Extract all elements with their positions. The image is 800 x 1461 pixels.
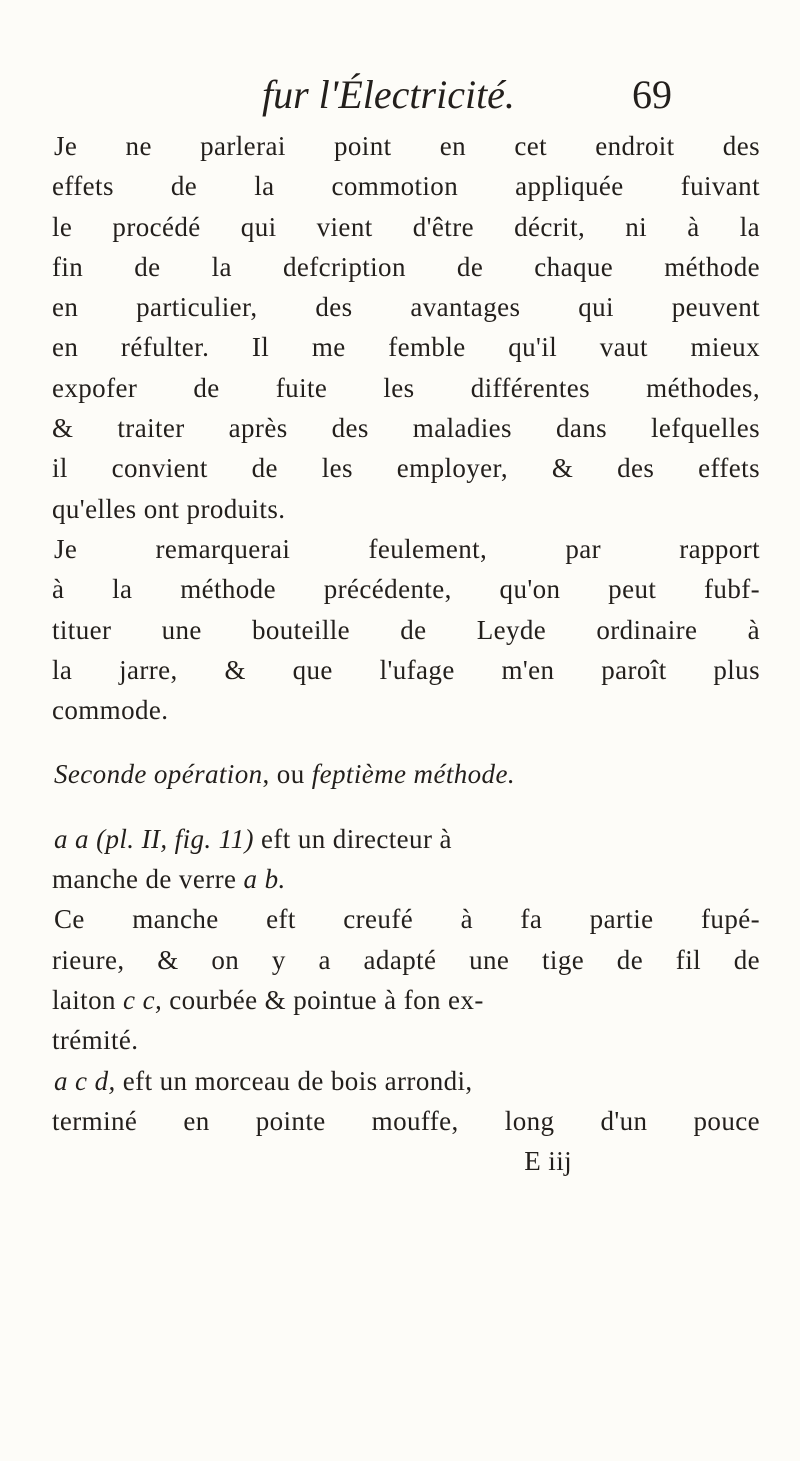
paragraph-5 xyxy=(52,1061,760,1142)
paragraph-4 xyxy=(52,899,760,1060)
text-line: le procédé qui vient d'être décrit, ni à la xyxy=(52,211,760,242)
text-line: en particulier, des avantages qui peuvent xyxy=(52,292,760,323)
text-line: rieure, & on y a adapté une tige de fil de xyxy=(52,944,760,975)
text-segment: eft un directeur à xyxy=(253,823,452,854)
text-segment: manche de verre xyxy=(52,864,244,895)
body-text xyxy=(52,126,760,1181)
text-line xyxy=(52,859,760,899)
text-line: effets de la commotion appliquée fuivant xyxy=(52,171,760,202)
figure-reference: c c, xyxy=(123,984,163,1015)
figure-reference: a c d, xyxy=(54,1065,116,1096)
text-line: fin de la defcription de chaque méthode xyxy=(52,251,760,282)
text-segment: laiton xyxy=(52,984,124,1015)
text-line: la jarre, & que l'ufage m'en paroît plus xyxy=(52,654,760,685)
figure-reference: a b. xyxy=(243,864,286,895)
text-line: trémité. xyxy=(52,1025,139,1056)
spacer xyxy=(52,730,760,754)
figure-reference: a a (pl. II, fig. 11) xyxy=(54,823,254,854)
text-line: Je ne parlerai point en cet endroit des xyxy=(54,131,760,161)
signature-mark: E iij xyxy=(524,1146,572,1177)
text-line: tituer une bouteille de Leyde ordinaire à xyxy=(52,614,760,645)
text-line: à la méthode précédente, qu'on peut fubf- xyxy=(52,574,760,605)
text-segment: eft un morceau de bois arrondi, xyxy=(115,1065,473,1096)
paragraph-3 xyxy=(52,819,760,900)
spacer xyxy=(52,795,760,819)
section-heading-part-1: Seconde opération xyxy=(54,759,263,790)
text-line: qu'elles ont produits. xyxy=(52,493,286,524)
text-line: il convient de les employer, & des effets xyxy=(52,453,760,484)
page-number: 69 xyxy=(632,72,672,117)
section-heading-separator: , ou xyxy=(262,759,312,790)
running-head xyxy=(262,60,672,130)
running-title: fur l'Électricité. xyxy=(262,72,515,117)
text-line xyxy=(52,1061,760,1101)
text-line: commode. xyxy=(52,695,169,726)
text-line: en réfulter. Il me femble qu'il vaut mieux xyxy=(52,332,760,363)
text-line xyxy=(52,819,760,859)
text-line xyxy=(52,980,760,1020)
section-heading-part-2: feptième méthode. xyxy=(311,759,515,790)
text-segment: courbée & pointue à fon ex- xyxy=(162,984,484,1015)
text-line: Ce manche eft creufé à fa partie fupé- xyxy=(54,904,760,935)
paragraph-2 xyxy=(52,529,760,730)
text-line: terminé en pointe mouffe, long d'un pouce xyxy=(52,1105,760,1136)
text-line: expofer de fuite les différentes méthodes, xyxy=(52,372,760,403)
text-line: & traiter après des maladies dans lefquelles xyxy=(52,413,760,444)
paragraph-1 xyxy=(52,126,760,529)
text-line: Je remarquerai feulement, par rapport xyxy=(54,533,760,564)
section-heading xyxy=(52,754,760,794)
